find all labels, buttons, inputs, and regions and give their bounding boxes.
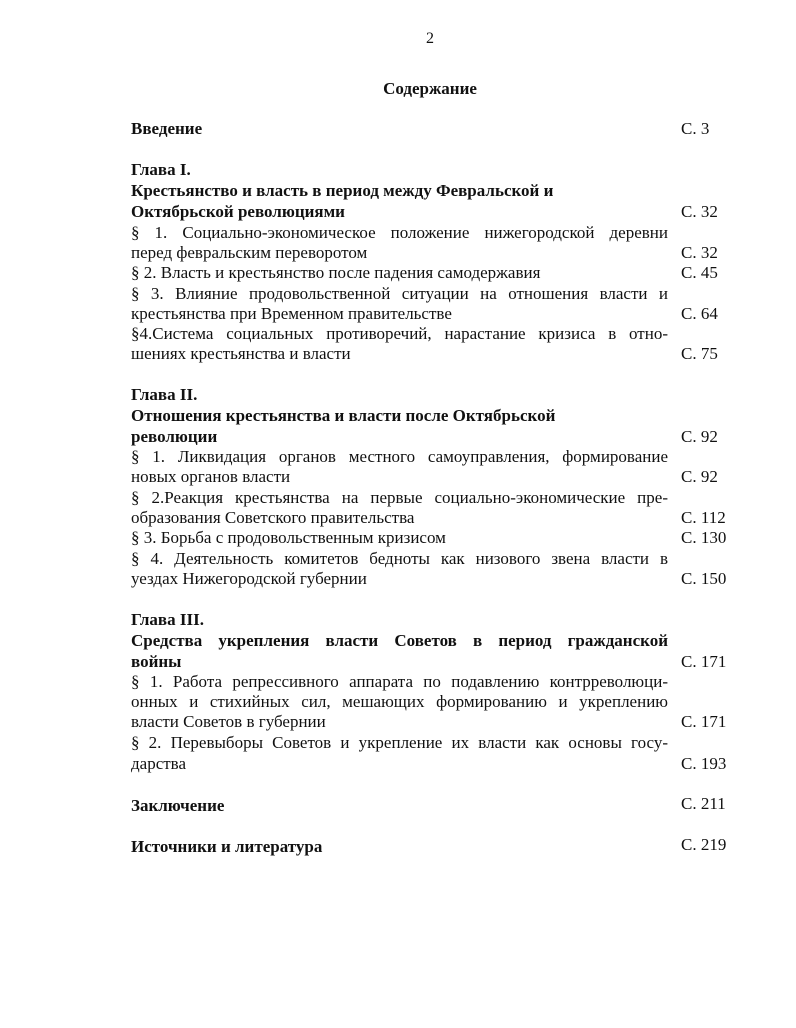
chapter1-label: Глава I. [131, 160, 191, 179]
ch2-s3-line1: § 3. Борьба с продовольственным кризисом [131, 528, 446, 547]
introduction-title: Введение [131, 119, 203, 138]
ch3-s2-line1: § 2. Перевыборы Советов и укрепление их власти как основы госу- [131, 733, 668, 752]
conclusion-title: Заключение [131, 796, 225, 815]
chapter2-label: Глава II. [131, 385, 198, 404]
toc-title: Содержание [383, 79, 477, 98]
ch2-s2-line1: § 2.Реакция крестьянства на первые социально-экономические пре- [131, 488, 668, 507]
chapter3-page: С. 171 [681, 652, 727, 671]
ch1-s4-line2: шениях крестьянства и власти [131, 344, 351, 363]
ch2-s4-line1: § 4. Деятельность комитетов бедноты как низового звена власти в [131, 549, 668, 568]
ch1-s1-line2: перед февральским переворотом [131, 243, 368, 262]
ch1-s3-line2: крестьянства при Временном правительстве [131, 304, 452, 323]
ch3-s1-line1: § 1. Работа репрессивного аппарата по подавлению контрреволюци- [131, 672, 668, 691]
ch3-s1-page: С. 171 [681, 712, 727, 731]
ch3-s2-page: С. 193 [681, 754, 727, 773]
ch1-s3-page: С. 64 [681, 304, 718, 323]
ch2-s2-page: С. 112 [681, 508, 726, 527]
ch1-s2-line1: § 2. Власть и крестьянство после падения самодержавия [131, 263, 541, 282]
ch1-s3-line1: § 3. Влияние продовольственной ситуации на отношения власти и [131, 284, 668, 303]
chapter1-title-line1: Крестьянство и власть в период между Февральской и [131, 181, 554, 200]
chapter2-title-line1: Отношения крестьянства и власти после Октябрьской [131, 406, 556, 425]
sources-page: С. 219 [681, 835, 727, 854]
chapter1-page: С. 32 [681, 202, 718, 221]
ch1-s1-line1: § 1. Социально-экономическое положение нижегородской деревни [131, 223, 668, 242]
ch3-s1-line2: онных и стихийных сил, мешающих формированию и укреплению [131, 692, 668, 711]
conclusion-page: С. 211 [681, 794, 726, 813]
introduction-page: С. 3 [681, 119, 710, 138]
sources-title: Источники и литература [131, 837, 323, 856]
page-number: 2 [426, 30, 434, 47]
ch2-s1-line1: § 1. Ликвидация органов местного самоуправления, формирование [131, 447, 668, 466]
chapter2-page: С. 92 [681, 427, 718, 446]
chapter3-title-line2: войны [131, 652, 182, 671]
ch3-s2-line2: дарства [131, 754, 187, 773]
ch1-s4-line1: §4.Система социальных противоречий, нарастание кризиса в отно- [131, 324, 668, 343]
ch2-s2-line2: образования Советского правительства [131, 508, 415, 527]
chapter3-title-line1: Средства укрепления власти Советов в период гражданской [131, 631, 668, 650]
ch1-s2-page: С. 45 [681, 263, 718, 282]
ch1-s4-page: С. 75 [681, 344, 718, 363]
chapter1-title-line2: Октябрьской революциями [131, 202, 345, 221]
ch2-s1-page: С. 92 [681, 467, 718, 486]
ch2-s1-line2: новых органов власти [131, 467, 291, 486]
ch2-s4-page: С. 150 [681, 569, 727, 588]
ch3-s1-line3: власти Советов в губернии [131, 712, 326, 731]
ch2-s4-line2: уездах Нижегородской губернии [131, 569, 367, 588]
ch1-s1-page: С. 32 [681, 243, 718, 262]
ch2-s3-page: С. 130 [681, 528, 727, 547]
chapter2-title-line2: революции [131, 427, 218, 446]
chapter3-label: Глава III. [131, 610, 204, 629]
